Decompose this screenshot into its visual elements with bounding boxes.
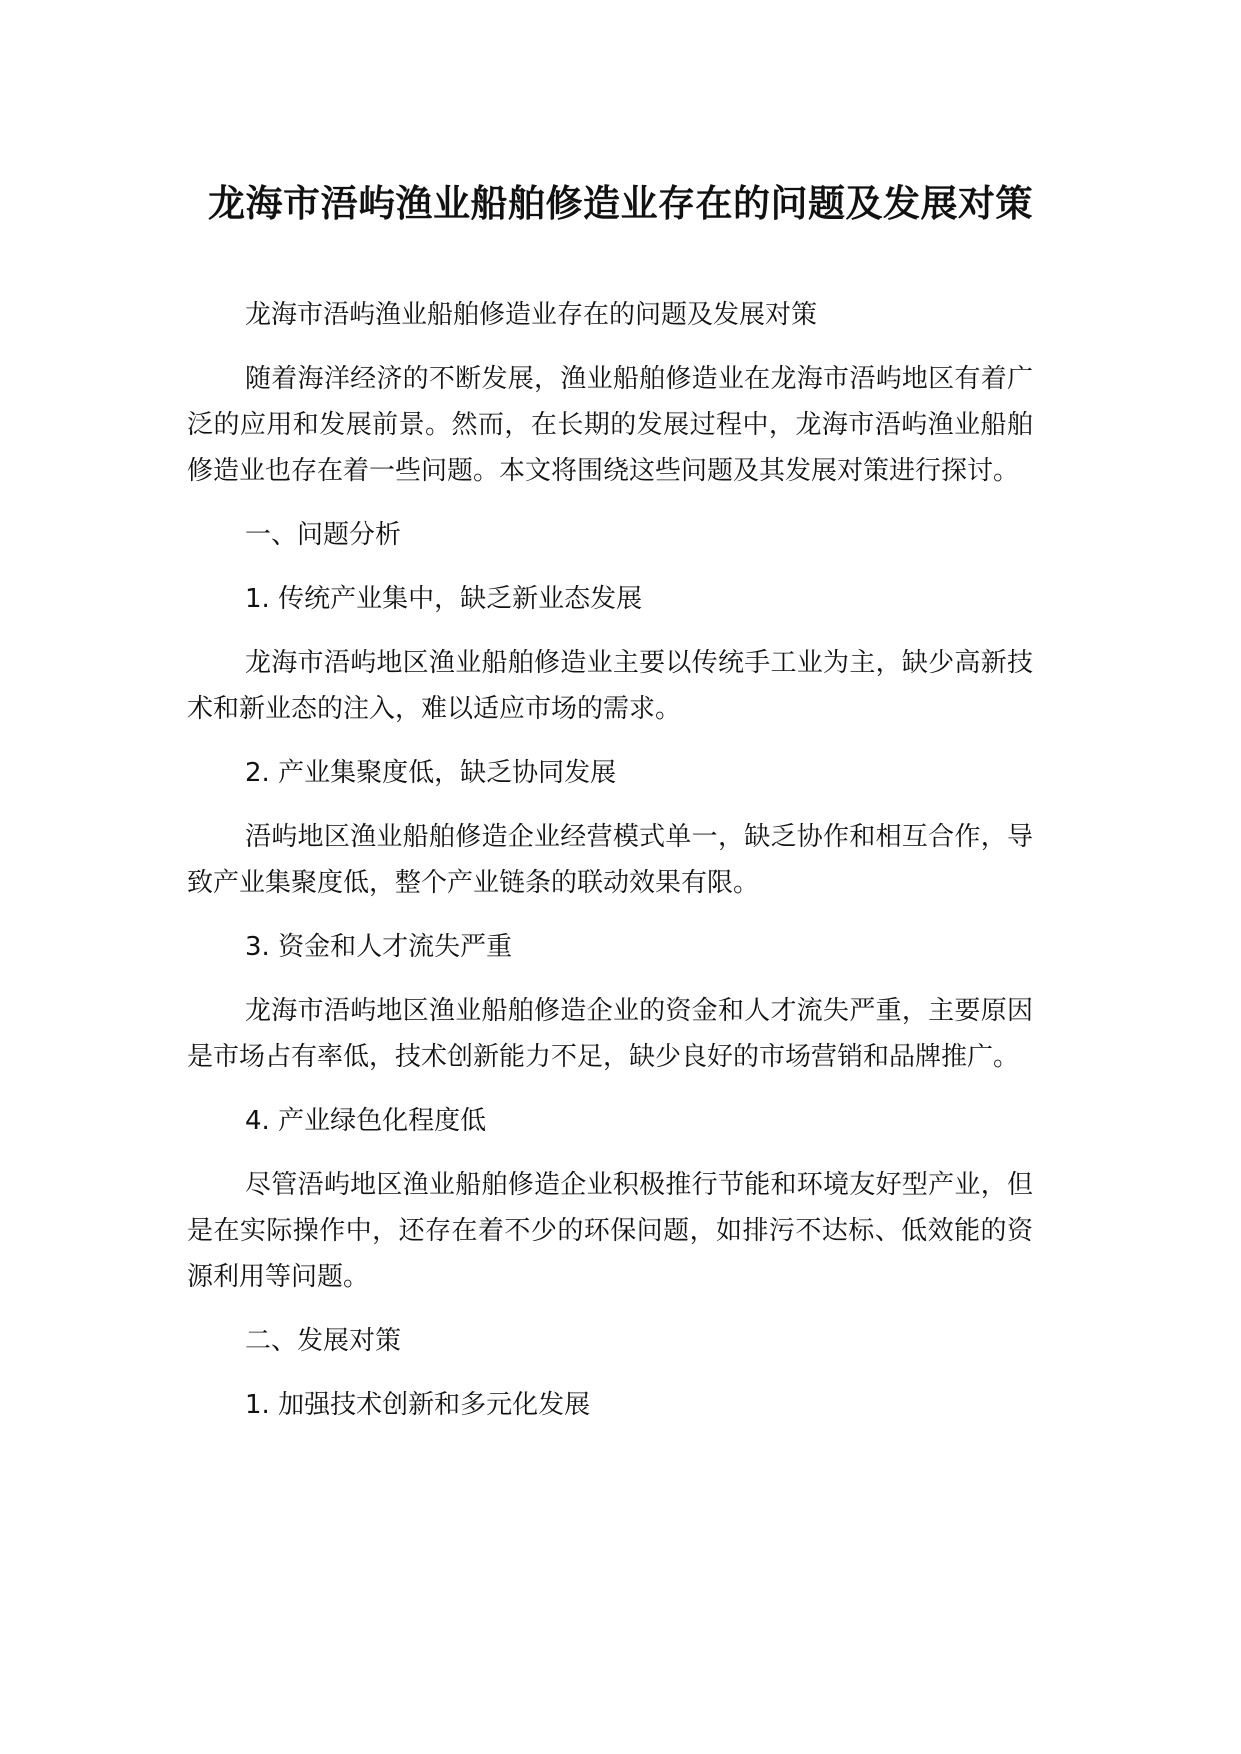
section-heading-strategies: 二、发展对策 bbox=[245, 1326, 402, 1356]
section-heading-problem-analysis: 一、问题分析 bbox=[245, 520, 402, 550]
problem-heading-1: 1. 传统产业集中，缺乏新业态发展 bbox=[245, 584, 643, 614]
paragraph-subtitle: 龙海市浯屿渔业船舶修造业存在的问题及发展对策 bbox=[245, 300, 818, 330]
problem-heading-4: 4. 产业绿色化程度低 bbox=[245, 1106, 487, 1136]
document-body bbox=[187, 292, 1033, 1446]
problem-body-3: 龙海市浯屿地区渔业船舶修造企业的资金和人才流失严重，主要原因是市场占有率低，技术创新能力不足，缺少良好的市场营销和品牌推广。 bbox=[187, 996, 1033, 1072]
problem-body-2: 浯屿地区渔业船舶修造企业经营模式单一，缺乏协作和相互合作，导致产业集聚度低，整个产业链条的联动效果有限。 bbox=[187, 822, 1033, 898]
problem-heading-2: 2. 产业集聚度低，缺乏协同发展 bbox=[245, 758, 617, 788]
paragraph-intro: 随着海洋经济的不断发展，渔业船舶修造业在龙海市浯屿地区有着广泛的应用和发展前景。然而，在长期的发展过程中，龙海市浯屿渔业船舶修造业也存在着一些问题。本文将围绕这些问题及其发展对策进行探讨。 bbox=[187, 364, 1033, 486]
problem-body-4: 尽管浯屿地区渔业船舶修造企业积极推行节能和环境友好型产业，但是在实际操作中，还存在着不少的环保问题，如排污不达标、低效能的资源利用等问题。 bbox=[187, 1170, 1033, 1292]
document-title: 龙海市浯屿渔业船舶修造业存在的问题及发展对策 bbox=[208, 182, 1033, 225]
problem-heading-3: 3. 资金和人才流失严重 bbox=[245, 932, 513, 962]
strategy-heading-1: 1. 加强技术创新和多元化发展 bbox=[245, 1390, 591, 1420]
problem-body-1: 龙海市浯屿地区渔业船舶修造业主要以传统手工业为主，缺少高新技术和新业态的注入，难以适应市场的需求。 bbox=[187, 648, 1033, 724]
